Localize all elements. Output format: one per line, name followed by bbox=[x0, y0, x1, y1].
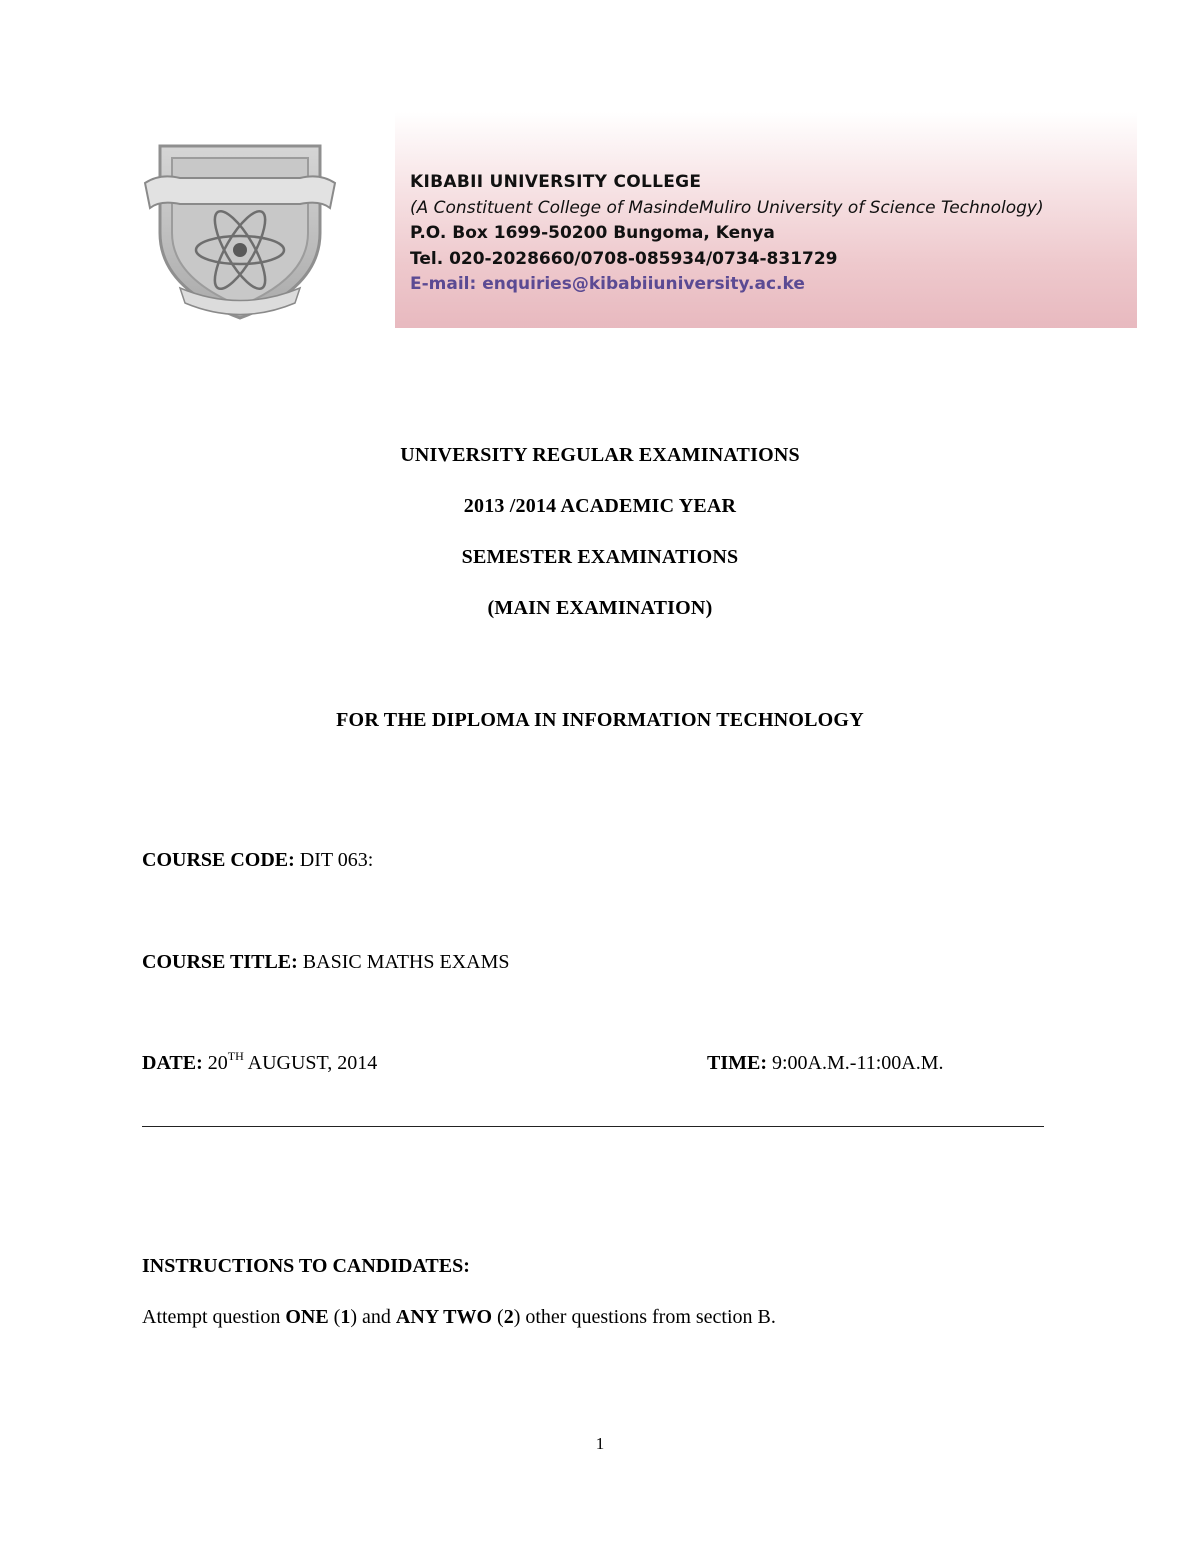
institution-name: KIBABII UNIVERSITY COLLEGE bbox=[410, 172, 702, 192]
instructions-bold3: ANY TWO bbox=[395, 1306, 493, 1328]
institution-email: E-mail: enquiries@kibabiiuniversity.ac.ke bbox=[410, 274, 805, 294]
page-number: 1 bbox=[595, 1434, 605, 1453]
exam-heading-line1: UNIVERSITY REGULAR EXAMINATIONS bbox=[400, 444, 800, 466]
instructions-bold2: 1 bbox=[340, 1306, 351, 1328]
date-rest: AUGUST, 2014 bbox=[243, 1052, 378, 1074]
instructions-part2: ( bbox=[328, 1306, 341, 1328]
date-day: 20 bbox=[202, 1052, 228, 1074]
date-label: DATE: bbox=[142, 1052, 203, 1074]
time-row bbox=[707, 1052, 943, 1075]
program-title: FOR THE DIPLOMA IN INFORMATION TECHNOLOGY bbox=[336, 709, 864, 731]
time-label: TIME: bbox=[707, 1052, 767, 1074]
instructions-part4: ( bbox=[492, 1306, 504, 1328]
course-code-label: COURSE CODE: bbox=[142, 849, 295, 871]
institution-telephone: Tel. 020-2028660/0708-085934/0734-831729 bbox=[410, 248, 838, 269]
exam-heading-line4: (MAIN EXAMINATION) bbox=[487, 597, 713, 619]
exam-heading-line3: SEMESTER EXAMINATIONS bbox=[461, 546, 739, 568]
course-code-row bbox=[142, 849, 373, 872]
time-value: 9:00A.M.-11:00A.M. bbox=[767, 1052, 944, 1074]
institution-address: P.O. Box 1699-50200 Bungoma, Kenya bbox=[410, 223, 775, 243]
date-superscript: TH bbox=[227, 1049, 244, 1063]
instructions-bold4: 2 bbox=[503, 1306, 514, 1328]
course-code-value: DIT 063: bbox=[294, 849, 374, 871]
instructions-text bbox=[142, 1306, 776, 1329]
university-crest-icon bbox=[140, 138, 340, 323]
date-row bbox=[142, 1049, 378, 1075]
instructions-heading: INSTRUCTIONS TO CANDIDATES: bbox=[142, 1255, 470, 1277]
course-title-value: BASIC MATHS EXAMS bbox=[297, 951, 510, 973]
course-title-row bbox=[142, 951, 510, 974]
institution-subtitle: (A Constituent College of MasindeMuliro University of Science Technology) bbox=[410, 197, 1044, 218]
letterhead-text bbox=[410, 170, 1044, 298]
divider-line bbox=[142, 1126, 1044, 1127]
instructions-part5: ) other questions from section B. bbox=[513, 1306, 776, 1328]
exam-heading-line2: 2013 /2014 ACADEMIC YEAR bbox=[463, 495, 737, 517]
instructions-part1: Attempt question bbox=[142, 1306, 286, 1328]
instructions-bold1: ONE bbox=[285, 1306, 329, 1328]
course-title-label: COURSE TITLE: bbox=[142, 951, 298, 973]
instructions-part3: ) and bbox=[350, 1306, 396, 1328]
